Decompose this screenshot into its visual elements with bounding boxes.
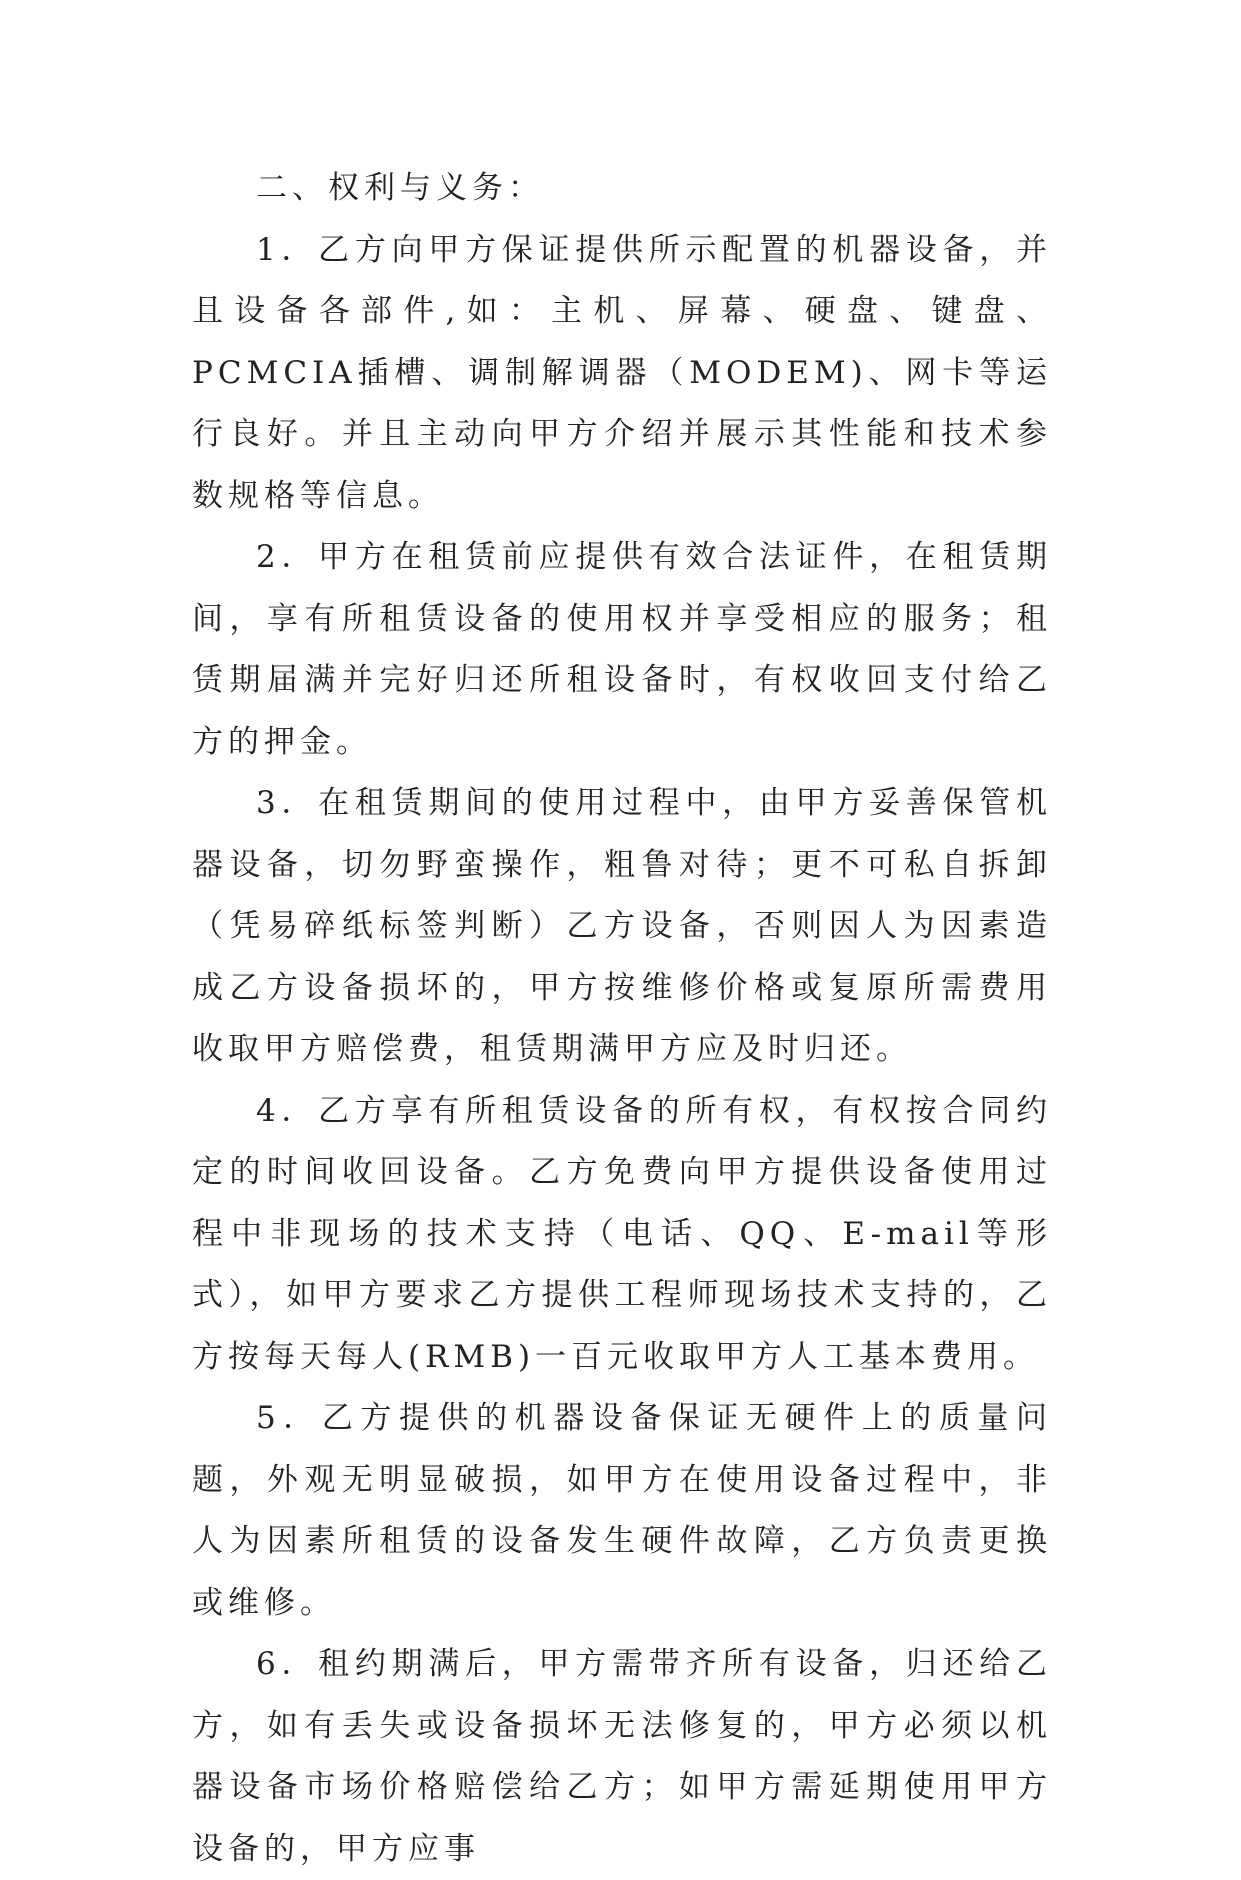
section-heading: 二、权利与义务： [256, 170, 544, 206]
document-body [192, 158, 1052, 1880]
clause-5: 5．乙方提供的机器设备保证无硬件上的质量问题，外观无明显破损，如甲方在使用设备过程中，非人为因素所租赁的设备发生硬件故障，乙方负责更换或维修。 [192, 1400, 1052, 1621]
clause-2: 2．甲方在租赁前应提供有效合法证件，在租赁期间，享有所租赁设备的使用权并享受相应的服务；租赁期届满并完好归还所租设备时，有权收回支付给乙方的押金。 [192, 539, 1052, 760]
clause-1: 1．乙方向甲方保证提供所示配置的机器设备，并且设备各部件,如：主机、屏幕、硬盘、键盘、PCMCIA插槽、调制解调器（MODEM)、网卡等运行良好。并且主动向甲方介绍并展示其性能和技术参数规格等信息。 [192, 231, 1052, 514]
clause-3: 3．在租赁期间的使用过程中，由甲方妥善保管机器设备，切勿野蛮操作，粗鲁对待；更不可私自拆卸（凭易碎纸标签判断）乙方设备，否则因人为因素造成乙方设备损坏的，甲方按维修价格或复原所需费用收取甲方赔偿费，租赁期满甲方应及时归还。 [192, 785, 1052, 1067]
clause-4: 4．乙方享有所租赁设备的所有权，有权按合同约定的时间收回设备。乙方免费向甲方提供设备使用过程中非现场的技术支持（电话、QQ、E-mail等形式），如甲方要求乙方提供工程师现场技术支持的，乙方按每天每人(RMB)一百元收取甲方人工基本费用。 [192, 1092, 1052, 1375]
clause-6: 6．租约期满后，甲方需带齐所有设备，归还给乙方，如有丢失或设备损坏无法修复的，甲方必须以机器设备市场价格赔偿给乙方；如甲方需延期使用甲方设备的，甲方应事 [192, 1646, 1052, 1867]
